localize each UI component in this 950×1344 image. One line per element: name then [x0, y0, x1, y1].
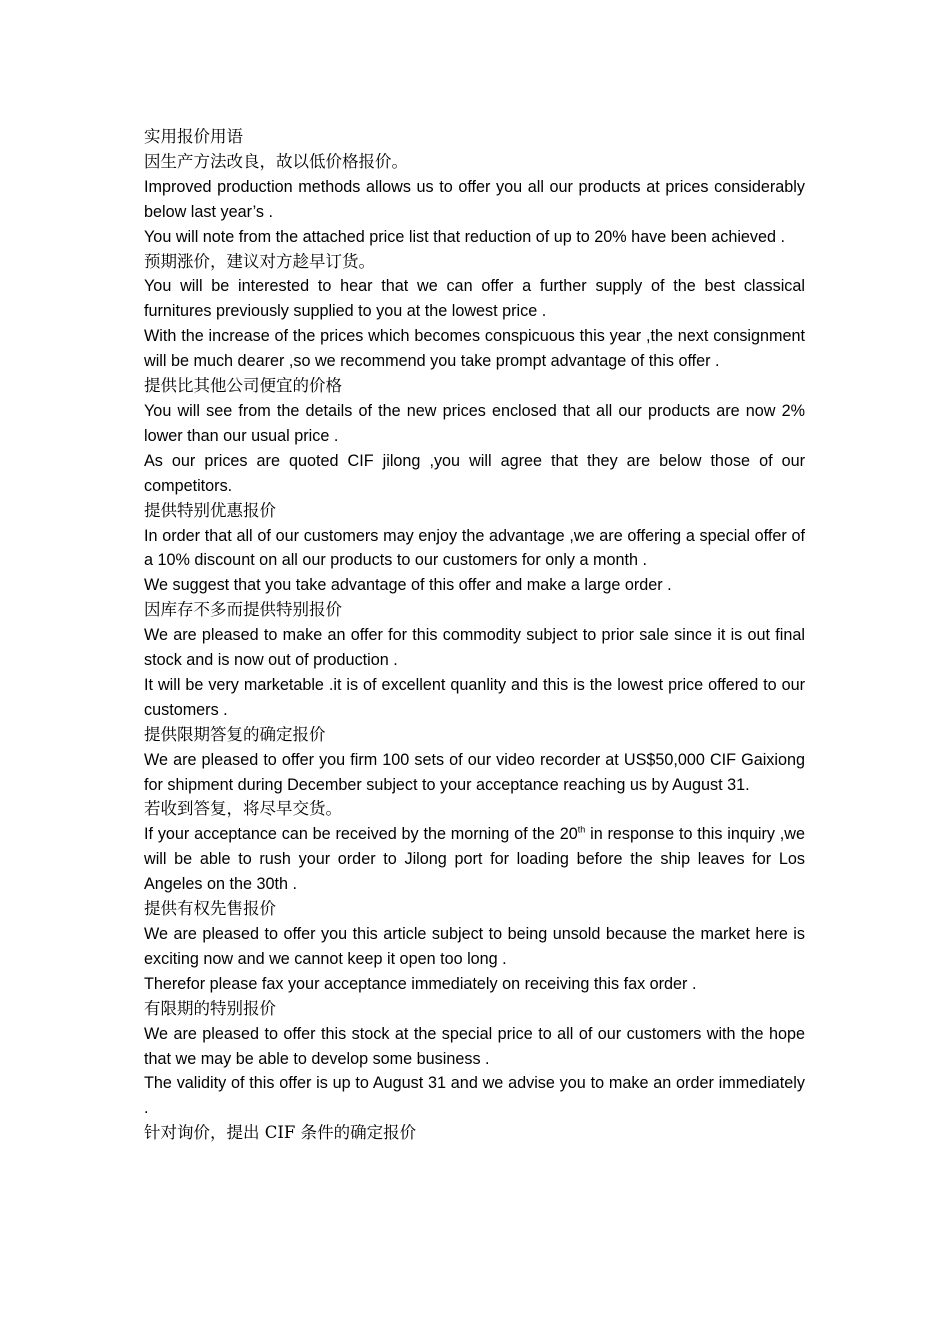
section-heading: 因库存不多而提供特别报价 [144, 600, 342, 620]
paragraph: We suggest that you take advantage of this offer and make a large order . [144, 576, 672, 595]
section-heading: 有限期的特别报价 [144, 998, 276, 1018]
paragraph: We are pleased to make an offer for this commodity subject to prior sale since it is out final stock and is now out of production . [144, 626, 805, 670]
paragraph: You will note from the attached price list that reduction of up to 20% have been achieved . [144, 227, 786, 246]
section-heading: 提供有权先售报价 [144, 899, 276, 919]
paragraph: We are pleased to offer you firm 100 sets of our video recorder at US$50,000 CIF Gaixiong for shipment during December subject to your acceptance reaching us by August 31. [144, 750, 805, 794]
paragraph: As our prices are quoted CIF jilong ,you will agree that they are below those of our competitors. [144, 451, 805, 495]
paragraph: We are pleased to offer you this article subject to being unsold because the market here is exciting now and we cannot keep it open too long . [144, 925, 805, 968]
ordinal-superscript: th [577, 824, 586, 835]
section-heading: 提供限期答复的确定报价 [144, 724, 326, 744]
section-heading: 提供比其他公司便宜的价格 [144, 376, 342, 396]
paragraph: Therefor please fax your acceptance immediately on receiving this fax order . [144, 974, 697, 993]
paragraph: We are pleased to offer this stock at the special price to all of our customers with the hope that we may be able to develop some business . [144, 1024, 805, 1068]
section-heading: 针对询价，提出 CIF 条件的确定报价 [144, 1123, 417, 1143]
section-heading: 预期涨价，建议对方趁早订货。 [144, 251, 375, 271]
paragraph: Improved production methods allows us to offer you all our products at prices considerably below last year’s . [144, 177, 805, 221]
document-title: 实用报价用语 [144, 127, 243, 146]
paragraph: You will see from the details of the new prices enclosed that all our products are now 2% lower than our usual price . [144, 401, 805, 445]
paragraph: In order that all of our customers may enjoy the advantage ,we are offering a special offer of a 10% discount on all our products to our customers for only a month . [144, 526, 805, 570]
paragraph: You will be interested to hear that we can offer a further supply of the best classical furnitures previously supplied to you at the lowest price . [144, 277, 805, 321]
paragraph-text-after: in response to this inquiry ,we will be able to rush your order to Jilong port for loading before the ship leaves for Los Angeles on the 30th . [144, 825, 805, 894]
section-heading: 若收到答复，将尽早交货。 [144, 799, 342, 819]
paragraph: The validity of this offer is up to August 31 and we advise you to make an order immediately . [144, 1074, 805, 1118]
section-heading: 提供特别优惠报价 [144, 500, 276, 520]
section-heading: 因生产方法改良，故以低价格报价。 [144, 151, 408, 171]
paragraph-with-superscript [144, 822, 805, 897]
paragraph: It will be very marketable .it is of excellent quanlity and this is the lowest price offered to our customers . [144, 675, 805, 719]
document-page [144, 125, 805, 1146]
paragraph: With the increase of the prices which becomes conspicuous this year ,the next consignment will be much dearer ,so we recommend you take prompt advantage of this offer . [144, 327, 805, 371]
paragraph-text-before: If your acceptance can be received by the morning of the 20 [144, 825, 578, 844]
